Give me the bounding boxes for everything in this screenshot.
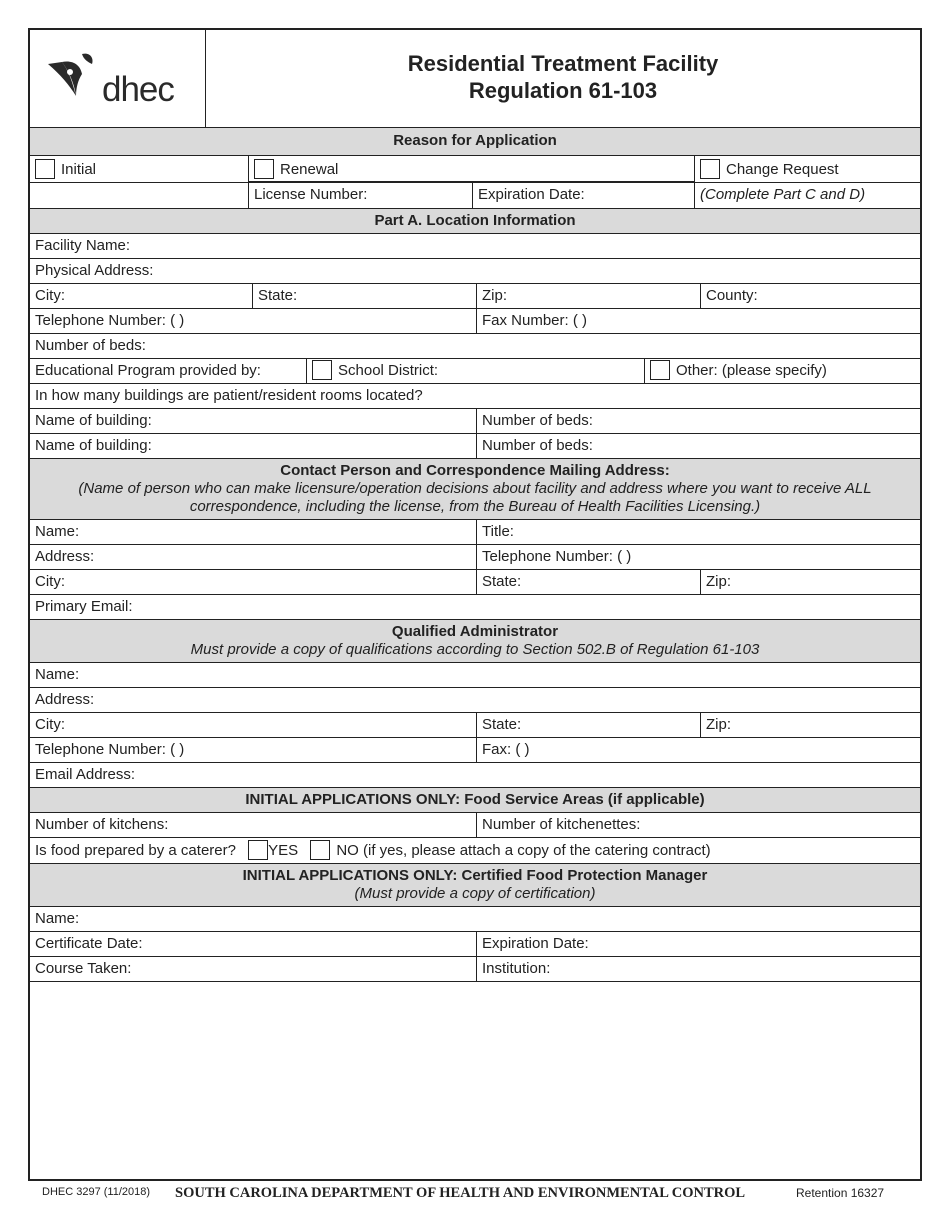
reason-row-2 <box>30 156 920 209</box>
contact-heading-title: Contact Person and Correspondence Mailing Address: <box>280 462 670 479</box>
administrator-heading <box>30 620 920 663</box>
contact-state-field[interactable]: State: <box>476 570 700 594</box>
caterer-row <box>30 838 920 864</box>
contact-name-row <box>30 520 920 545</box>
physical-address-field[interactable]: Physical Address: <box>35 262 154 279</box>
food-manager-heading-title: INITIAL APPLICATIONS ONLY: Certified Food Protection Manager <box>242 867 708 884</box>
license-number-field[interactable]: License Number: <box>248 183 472 209</box>
building-beds-field-1[interactable]: Number of beds: <box>476 409 920 433</box>
other-option[interactable]: Other: (please specify) <box>644 359 920 383</box>
admin-telephone-field[interactable]: Telephone Number: ( ) <box>35 741 185 758</box>
building-name-field-2[interactable]: Name of building: <box>35 437 152 454</box>
contact-heading <box>30 459 920 520</box>
administrator-heading-title: Qualified Administrator <box>391 623 559 640</box>
logo-box <box>30 30 206 128</box>
caterer-yes-checkbox[interactable] <box>248 840 268 860</box>
fax-field[interactable]: Fax Number: ( ) <box>476 309 920 333</box>
buildings-question[interactable]: In how many buildings are patient/resident rooms located? <box>35 387 423 404</box>
beds-row <box>30 334 920 359</box>
school-district-checkbox[interactable] <box>312 360 332 380</box>
county-field[interactable]: County: <box>700 284 920 308</box>
city-field[interactable]: City: <box>35 287 65 304</box>
form-header <box>30 30 920 128</box>
contact-name-field[interactable]: Name: <box>35 523 80 540</box>
form-code: DHEC 3297 (11/2018) <box>42 1186 151 1198</box>
title-line-2: Regulation 61-103 <box>468 78 658 103</box>
kitchens-field[interactable]: Number of kitchens: <box>35 816 169 833</box>
food-service-heading: INITIAL APPLICATIONS ONLY: Food Service Areas (if applicable) <box>30 788 920 813</box>
buildings-row <box>30 384 920 409</box>
administrator-note: Must provide a copy of qualifications according to Section 502.B of Regulation 61-103 <box>190 641 760 658</box>
admin-email-row <box>30 763 920 788</box>
food-manager-heading <box>30 864 920 907</box>
admin-name-field[interactable]: Name: <box>35 666 80 683</box>
renewal-option[interactable]: Renewal <box>248 156 694 182</box>
certificate-date-field[interactable]: Certificate Date: <box>35 935 143 952</box>
admin-address-row <box>30 688 920 713</box>
expiration-date-field[interactable]: Expiration Date: <box>472 183 694 209</box>
certificate-row <box>30 932 920 957</box>
other-checkbox[interactable] <box>650 360 670 380</box>
contact-email-field[interactable]: Primary Email: <box>35 598 133 615</box>
page-title <box>206 50 920 104</box>
course-row <box>30 957 920 982</box>
contact-email-row <box>30 595 920 620</box>
location-city-row <box>30 284 920 309</box>
title-line-1: Residential Treatment Facility <box>407 51 719 76</box>
caterer-no-checkbox[interactable] <box>310 840 330 860</box>
kitchenettes-field[interactable]: Number of kitchenettes: <box>476 813 920 837</box>
department-name: SOUTH CAROLINA DEPARTMENT OF HEALTH AND ENVIRONMENTAL CONTROL <box>175 1185 746 1201</box>
education-row <box>30 359 920 384</box>
logo-text: dhec <box>102 70 174 109</box>
cert-expiration-field[interactable]: Expiration Date: <box>476 932 920 956</box>
contact-address-row <box>30 545 920 570</box>
change-request-option[interactable]: Change Request <box>694 156 920 182</box>
contact-zip-field[interactable]: Zip: <box>700 570 920 594</box>
contact-title-field[interactable]: Title: <box>476 520 920 544</box>
course-taken-field[interactable]: Course Taken: <box>35 960 132 977</box>
facility-name-row <box>30 234 920 259</box>
edu-program-label: Educational Program provided by: <box>35 362 261 379</box>
school-district-option[interactable]: School District: <box>306 359 644 383</box>
retention-number: Retention 16327 <box>796 1186 885 1200</box>
admin-name-row <box>30 663 920 688</box>
page-footer <box>0 1186 950 1206</box>
contact-telephone-field[interactable]: Telephone Number: ( ) <box>476 545 920 569</box>
institution-field[interactable]: Institution: <box>476 957 920 981</box>
initial-option[interactable]: Initial <box>30 156 248 182</box>
building-beds-field-2[interactable]: Number of beds: <box>476 434 920 458</box>
admin-fax-field[interactable]: Fax: ( ) <box>476 738 920 762</box>
reason-heading: Reason for Application <box>30 128 920 156</box>
manager-name-field[interactable]: Name: <box>35 910 80 927</box>
building-name-field-1[interactable]: Name of building: <box>35 412 152 429</box>
facility-name-field[interactable]: Facility Name: <box>35 237 131 254</box>
state-field[interactable]: State: <box>252 284 476 308</box>
admin-city-field[interactable]: City: <box>35 716 65 733</box>
form-rows <box>30 128 920 982</box>
part-a-heading: Part A. Location Information <box>30 209 920 234</box>
food-manager-note: (Must provide a copy of certification) <box>354 885 596 902</box>
manager-name-row <box>30 907 920 932</box>
caterer-yes-label: YES <box>268 842 299 859</box>
contact-city-row <box>30 570 920 595</box>
kitchens-row <box>30 813 920 838</box>
admin-email-field[interactable]: Email Address: <box>35 766 136 783</box>
beds-field[interactable]: Number of beds: <box>35 337 146 354</box>
building-row-1 <box>30 409 920 434</box>
physical-address-row <box>30 259 920 284</box>
telephone-field[interactable]: Telephone Number: ( ) <box>35 312 185 329</box>
zip-field[interactable]: Zip: <box>476 284 700 308</box>
contact-note: (Name of person who can make licensure/operation decisions about facility and address where you want to receive ALL correspondence, including the license, from the Bureau of Health Facilities Licensing.) <box>78 480 872 515</box>
dhec-logo-icon <box>46 50 106 106</box>
complete-part-note: (Complete Part C and D) <box>694 183 920 209</box>
admin-zip-field[interactable]: Zip: <box>700 713 920 737</box>
phone-fax-row <box>30 309 920 334</box>
admin-city-row <box>30 713 920 738</box>
caterer-no-label: NO (if yes, please attach a copy of the catering contract) <box>336 842 711 859</box>
building-row-2 <box>30 434 920 459</box>
form-frame <box>28 28 922 1181</box>
caterer-question: Is food prepared by a caterer? YES NO (if yes, please attach a copy of the catering contract) <box>35 842 711 859</box>
contact-city-field[interactable]: City: <box>35 573 65 590</box>
admin-state-field[interactable]: State: <box>476 713 700 737</box>
contact-address-field[interactable]: Address: <box>35 548 95 565</box>
admin-phone-row <box>30 738 920 763</box>
admin-address-field[interactable]: Address: <box>35 691 95 708</box>
